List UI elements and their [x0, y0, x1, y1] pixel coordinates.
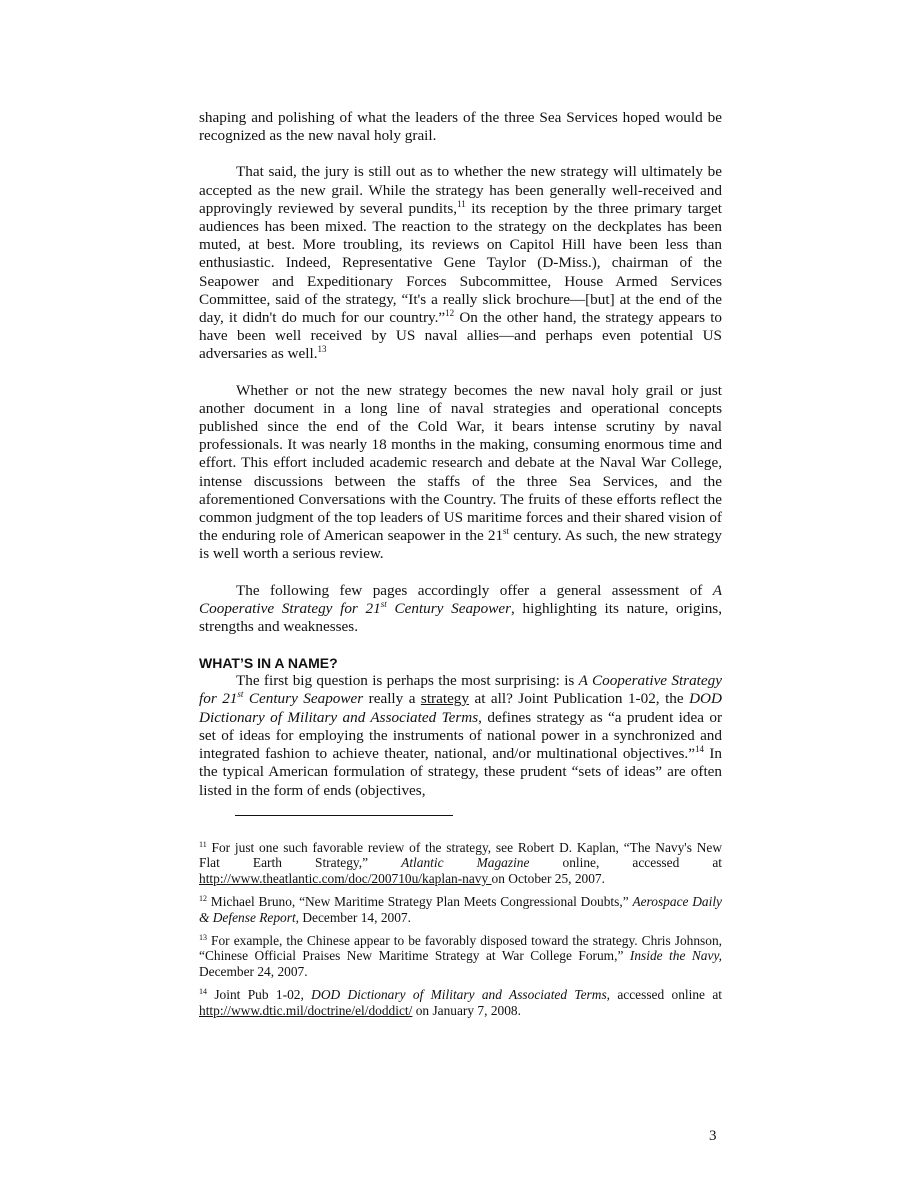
footnotes: [199, 840, 722, 1026]
paragraph-4: The following few pages accordingly offer a general assessment of A Cooperative Strategy for 21st Century Seapower, highlighting its nature, origins, strengths and weaknesses.: [199, 581, 723, 636]
footnote-11: $^{11}$ For just one such favorable review of the strategy, see Robert D. Kaplan, “The Navy's New Flat Earth Strategy,” Atlantic Magazine online, accessed at http://www.theatlantic.com/doc/200710u/kaplan-navy on October 25, 2007.: [199, 840, 723, 886]
footnote-ref-14[interactable]: 14: [694, 744, 704, 755]
strategy-title: A Cooperative Strategy for 21st Century Seapower: [199, 581, 722, 617]
paragraph-3: Whether or not the new strategy becomes the new naval holy grail or just another document in a long line of naval strategies and operational concepts published since the end of the Cold War, it bears intense scrutiny by naval professionals. It was nearly 18 months in the making, consuming enormous time and effort. This effort included academic research and debate at the Naval War College, intense discussions between the staffs of the three Sea Services, and the aforementioned Conversations with the Country. The fruits of these efforts reflect the common judgment of the top leaders of US maritime forces and their shared vision of the enduring role of American seapower in the 21st century. As such, the new strategy is well worth a serious review.: [199, 381, 722, 563]
strategy-title: A Cooperative Strategy for 21st Century Seapower: [199, 672, 722, 708]
section-heading: WHAT’S IN A NAME?: [199, 655, 338, 672]
footnote-link[interactable]: http://www.theatlantic.com/doc/200710u/kaplan-navy: [199, 870, 492, 886]
footnote-ref-13[interactable]: 13: [317, 344, 327, 355]
dictionary-title: DOD Dictionary of Military and Associated Terms: [199, 690, 722, 726]
footnote-14: $^{14}$ Joint Pub 1-02, DOD Dictionary of Military and Associated Terms, accessed online at http://www.dtic.mil/doctrine/el/doddict/ on January 7, 2008.: [199, 987, 723, 1018]
footnote-ref-11[interactable]: 11: [457, 198, 466, 209]
footnote-link[interactable]: http://www.dtic.mil/doctrine/el/doddict/: [199, 1002, 413, 1018]
underlined-strategy: strategy: [420, 690, 469, 708]
footnote-12: $^{12}$ Michael Bruno, “New Maritime Strategy Plan Meets Congressional Doubts,” Aerospace Daily & Defense Report, December 14, 2007.: [199, 894, 723, 925]
footnote-ref-12[interactable]: 12: [445, 308, 455, 319]
page-number: 3: [709, 1128, 717, 1144]
paragraph-5: The first big question is perhaps the most surprising: is A Cooperative Strategy for 21st Century Seapower really a strategy at all? Joint Publication 1-02, the DOD Dictionary of Military and Associated Terms, defines strategy as “a prudent idea or set of ideas for employing the instruments of national power in a synchronized and integrated fashion to achieve theater, national, and/or multinational objectives.”$^{14}$ In the typical American formulation of strategy, these prudent “sets of ideas” are often listed in the form of ends (objectives,: [199, 672, 723, 799]
paragraph-1: shaping and polishing of what the leaders of the three Sea Services hoped would be recognized as the new naval holy grail.: [199, 109, 722, 145]
footnote-13: $^{13}$ For example, the Chinese appear to be favorably disposed toward the strategy. Chris Johnson, “Chinese Official Praises New Maritime Strategy at War College Forum,” Inside the Navy, December 24, 2007.: [199, 933, 722, 979]
main-text: [199, 109, 722, 800]
paragraph-2: That said, the jury is still out as to whether the new strategy will ultimately be accepted as the new grail. While the strategy has been generally well-received and approvingly reviewed by several pundits,$^{11}$ its reception by the three primary target audiences has been mixed. The reaction to the strategy on the deckplates has been muted, at best. More troubling, its reviews on Capitol Hill have been less than enthusiastic. Indeed, Representative Gene Taylor (D-Miss.), chairman of the Seapower and Expeditionary Forces Subcommittee, House Armed Services Committee, said of the strategy, “It's a really slick brochure—[but] at the end of the day, it didn't do much for our country.”$^{12}$ On the other hand, the strategy appears to have been well received by US naval allies—and perhaps even potential US adversaries as well.$^{13}$: [199, 163, 723, 363]
footnote-separator: [235, 815, 453, 816]
